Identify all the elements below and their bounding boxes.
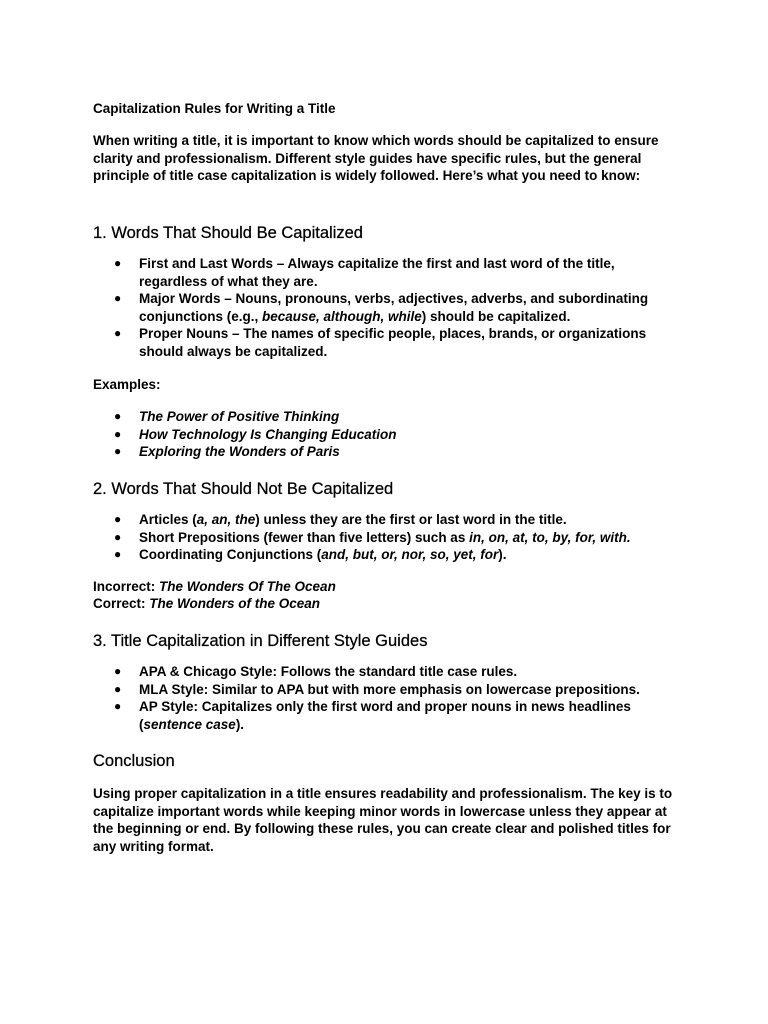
- list-item: ● Coordinating Conjunctions (and, but, or, nor, so, yet, for).: [114, 547, 507, 563]
- list-item: ● The Power of Positive Thinking: [114, 409, 340, 425]
- list-item: ● First and Last Words – Always capitalize the first and last word of the title, regardless of what they are.: [114, 256, 615, 289]
- list-item: ● Proper Nouns – The names of specific people, places, brands, or organizations should always be capitalized.: [114, 326, 647, 359]
- list-item: ● APA & Chicago Style: Follows the standard title case rules.: [114, 663, 518, 679]
- conclusion-paragraph: Using proper capitalization in a title ensures readability and professionalism. The key is to capitalize important words while keeping minor words in lowercase unless they appear at the beginning or end. By following these rules, you can create clear and polished titles for any writing format.: [93, 786, 673, 855]
- intro-paragraph: When writing a title, it is important to know which words should be capitalized to ensure clarity and professionalism. Different style guides have specific rules, but the general principle of title case capitalization is widely followed. Here’s what you need to know:: [93, 133, 659, 184]
- bullet-icon: ●: [114, 256, 122, 270]
- italic-text: because, although, while: [262, 308, 422, 324]
- list-item: ● AP Style: Capitalizes only the first word and proper nouns in news headlines (sentence case).: [114, 699, 631, 732]
- section-3-heading: 3. Title Capitalization in Different Style Guides: [93, 631, 428, 650]
- list-item: ● Exploring the Wonders of Paris: [114, 444, 340, 460]
- bullet-icon: ●: [114, 326, 122, 341]
- italic-text: a, an, the: [196, 511, 256, 527]
- section-2-heading: 2. Words That Should Not Be Capitalized: [93, 479, 394, 498]
- examples-list: [93, 408, 683, 461]
- section-2-list: [93, 511, 683, 564]
- bullet-icon: ●: [114, 444, 122, 459]
- italic-text: and, but, or, nor, so, yet, for: [321, 547, 499, 563]
- italic-text: in, on, at, to, by, for, with.: [469, 529, 631, 545]
- bullet-icon: ●: [114, 511, 122, 526]
- correct-example: [93, 595, 683, 613]
- list-item: ● Short Prepositions (fewer than five letters) such as in, on, at, to, by, for, with.: [114, 529, 631, 545]
- section-1-list: [93, 255, 683, 361]
- incorrect-example: [93, 578, 683, 596]
- italic-text: sentence case: [143, 716, 236, 732]
- correct-value: The Wonders of the Ocean: [149, 596, 321, 612]
- bullet-icon: ●: [114, 426, 122, 441]
- incorrect-label: Incorrect:: [93, 578, 160, 594]
- bullet-icon: ●: [114, 409, 122, 424]
- examples-label: Examples:: [93, 376, 161, 392]
- bullet-icon: ●: [114, 681, 122, 696]
- section-1-heading: 1. Words That Should Be Capitalized: [93, 224, 363, 242]
- list-item: ● Major Words – Nouns, pronouns, verbs, adjectives, adverbs, and subordinating conjunctions (e.g., because, although, while) should be capitalized.: [114, 291, 649, 324]
- list-item: ● Articles (a, an, the) unless they are the first or last word in the title.: [114, 511, 567, 527]
- conclusion-heading: Conclusion: [93, 752, 175, 771]
- bullet-icon: ●: [114, 547, 122, 562]
- bullet-icon: ●: [114, 529, 122, 544]
- list-item: ● MLA Style: Similar to APA but with more emphasis on lowercase prepositions.: [114, 681, 640, 697]
- correct-label: Correct:: [93, 596, 150, 612]
- list-item: ● How Technology Is Changing Education: [114, 426, 397, 442]
- section-3-list: [93, 663, 683, 733]
- incorrect-value: The Wonders Of The Ocean: [159, 578, 336, 594]
- bullet-icon: ●: [114, 291, 122, 306]
- bullet-icon: ●: [114, 699, 122, 714]
- document-page: [93, 100, 683, 856]
- bullet-icon: ●: [114, 663, 122, 678]
- document-title: Capitalization Rules for Writing a Title: [93, 101, 336, 116]
